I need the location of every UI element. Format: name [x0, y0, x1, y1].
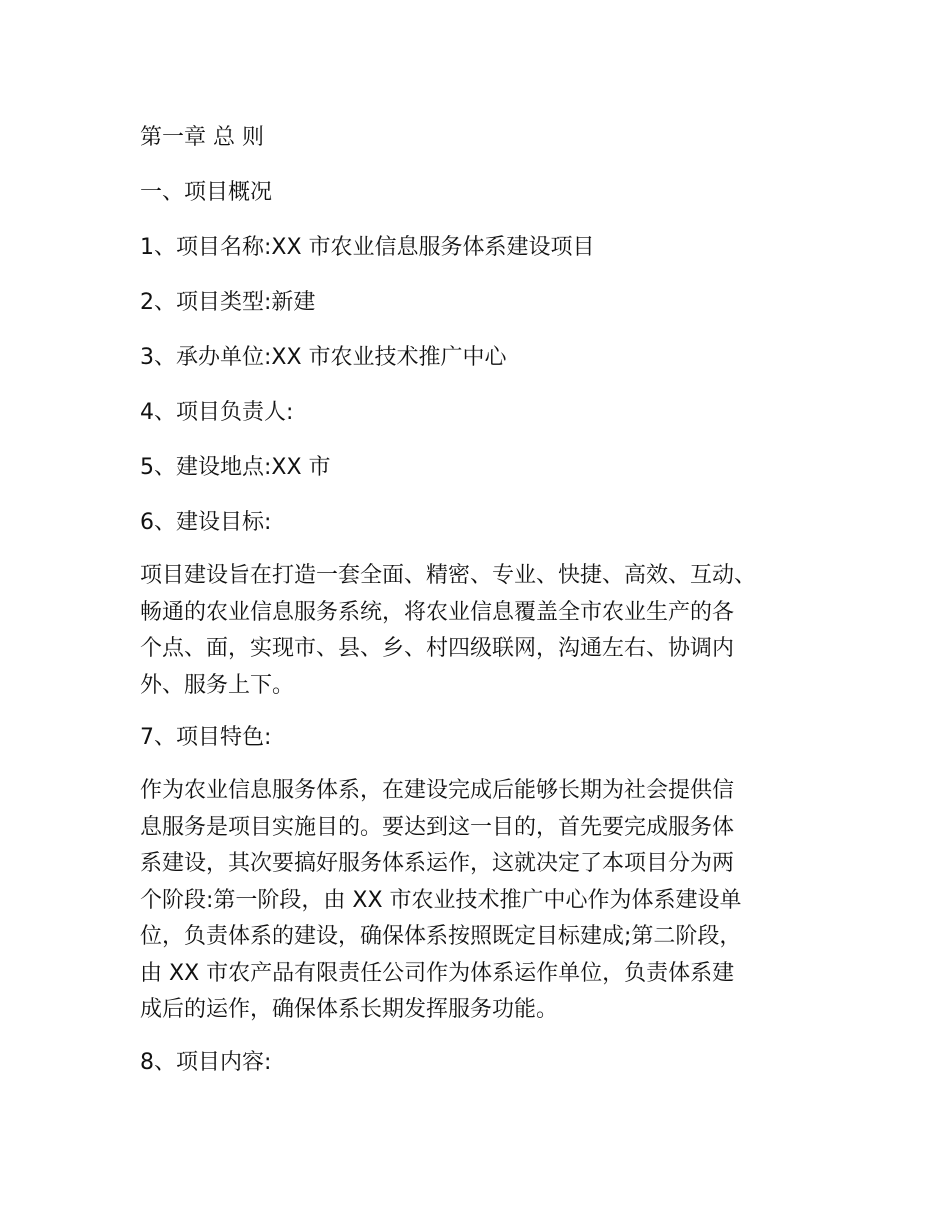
paragraph-line: 系建设，其次要搞好服务体系运作，这就决定了本项目分为两	[140, 851, 735, 876]
paragraph-line: 位，负责体系的建设，确保体系按照既定目标建成;第二阶段，	[140, 924, 742, 949]
item-project-name: 1、项目名称:XX 市农业信息服务体系建设项目	[140, 235, 595, 260]
item-build-goal-label: 6、建设目标:	[140, 510, 272, 535]
item-project-feature-label: 7、项目特色:	[140, 725, 272, 750]
paragraph-line: 个阶段:第一阶段，由 XX 市农业技术推广中心作为体系建设单	[140, 887, 742, 913]
chapter-title: 第一章 总 则	[140, 125, 264, 150]
project-feature-paragraph	[140, 773, 810, 1029]
paragraph-line: 息服务是项目实施目的。要达到这一目的，首先要完成服务体	[140, 814, 735, 840]
item-project-leader: 4、项目负责人:	[140, 400, 294, 425]
item-build-location: 5、建设地点:XX 市	[140, 455, 331, 480]
paragraph-line: 个点、面，实现市、县、乡、村四级联网，沟通左右、协调内	[140, 636, 735, 661]
paragraph-line: 畅通的农业信息服务系统，将农业信息覆盖全市农业生产的各	[140, 599, 735, 625]
paragraph-line: 外、服务上下。	[140, 672, 295, 698]
paragraph-line: 项目建设旨在打造一套全面、精密、专业、快捷、高效、互动、	[140, 563, 757, 588]
build-goal-paragraph	[140, 558, 810, 704]
item-project-type: 2、项目类型:新建	[140, 290, 316, 315]
paragraph-line: 成后的运作，确保体系长期发挥服务功能。	[140, 997, 559, 1022]
section-title: 一、项目概况	[140, 180, 273, 205]
item-host-unit: 3、承办单位:XX 市农业技术推广中心	[140, 345, 507, 370]
item-project-content-label: 8、项目内容:	[140, 1049, 272, 1075]
paragraph-line: 作为农业信息服务体系，在建设完成后能够长期为社会提供信	[140, 778, 735, 803]
paragraph-line: 由 XX 市农产品有限责任公司作为体系运作单位，负责体系建	[140, 960, 735, 986]
